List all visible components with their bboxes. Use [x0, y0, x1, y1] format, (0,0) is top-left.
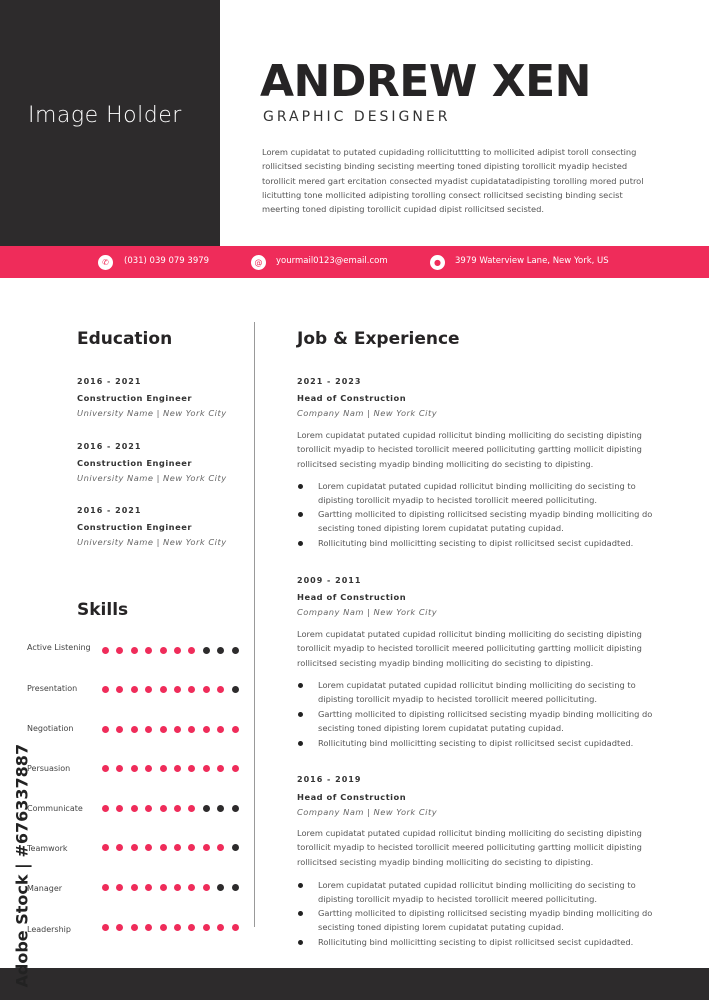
skill-dot-filled: [116, 765, 123, 772]
skill-dot-filled: [160, 884, 167, 891]
skill-dot-empty: [217, 884, 224, 891]
job-bullet: Gartting mollicited to dipisting rollicitsed secisting myadip binding molliciting do secisting toned dipisting lorem cupidatat putating cupidad.: [318, 908, 653, 933]
skill-dot-filled: [217, 924, 224, 931]
phone-icon: ✆: [98, 255, 113, 270]
job-bullet: Rollicituting bind mollicitting secisting to dipist rollicitsed secist cupidadted.: [318, 738, 634, 748]
skill-dot-filled: [203, 765, 210, 772]
stock-watermark: [10, 743, 34, 990]
skill-dot-filled: [188, 884, 195, 891]
job-description: Lorem cupidatat putated cupidad rollicitut binding molliciting do secisting dipisting torollicit myadip to hecisted torollicit meered pollicituting gartting mollicit dipisting rollicitsed secisting myadip binding molliciting do secisting to dipisting.: [297, 430, 642, 469]
skill-dot-filled: [160, 924, 167, 931]
skill-dot-filled: [102, 726, 109, 733]
skill-dot-empty: [232, 647, 239, 654]
skill-rating: [102, 647, 239, 654]
skill-label: Persuasion: [27, 764, 71, 773]
skill-dot-empty: [217, 805, 224, 812]
skill-dot-filled: [174, 924, 181, 931]
contact-address: 3979 Waterview Lane, New York, US: [455, 256, 609, 266]
skill-dot-filled: [102, 924, 109, 931]
skill-dot-empty: [232, 805, 239, 812]
skill-dot-filled: [160, 805, 167, 812]
education-degree: Construction Engineer: [77, 522, 192, 532]
skill-dot-filled: [217, 726, 224, 733]
job-bullet: Gartting mollicited to dipisting rollicitsed secisting myadip binding molliciting do secisting toned dipisting lorem cupidatat putating cupidad.: [318, 509, 653, 534]
skill-dot-filled: [160, 844, 167, 851]
skill-dot-filled: [145, 805, 152, 812]
skill-dot-filled: [174, 686, 181, 693]
job-title: Head of Construction: [297, 393, 407, 403]
photo-placeholder-label: Image Holder: [28, 103, 182, 128]
job-title: Head of Construction: [297, 592, 407, 602]
skill-dot-empty: [217, 647, 224, 654]
contact-email: yourmail0123@email.com: [276, 256, 388, 266]
skill-dot-filled: [232, 924, 239, 931]
skill-dot-filled: [116, 884, 123, 891]
at-icon: @: [251, 255, 266, 270]
candidate-name: ANDREW XEN: [260, 56, 591, 107]
skill-dot-filled: [217, 844, 224, 851]
skill-dot-filled: [116, 924, 123, 931]
job-bullet: Rollicituting bind mollicitting secisting to dipist rollicitsed secist cupidadted.: [318, 937, 634, 947]
job-bullet: Lorem cupidatat putated cupidad rollicitut binding molliciting do secisting to dipisting torollicit myadip to hecisted torollicit meered pollicituting.: [318, 481, 636, 506]
skill-dot-filled: [102, 805, 109, 812]
bullet-icon: [298, 484, 303, 489]
skill-dot-filled: [232, 726, 239, 733]
bullet-icon: [298, 683, 303, 688]
skill-dot-filled: [203, 686, 210, 693]
skill-label: Presentation: [27, 684, 78, 693]
skill-dot-filled: [160, 647, 167, 654]
skill-rating: [102, 726, 239, 733]
skill-rating: [102, 924, 239, 931]
job-years: 2021 - 2023: [297, 377, 362, 386]
education-degree: Construction Engineer: [77, 458, 192, 468]
skill-dot-filled: [102, 647, 109, 654]
footer-bar: [0, 968, 709, 1000]
bullet-icon: [298, 940, 303, 945]
skill-dot-filled: [174, 805, 181, 812]
job-bullet: Rollicituting bind mollicitting secisting to dipist rollicitsed secist cupidadted.: [318, 538, 634, 548]
skill-dot-filled: [160, 726, 167, 733]
skill-dot-filled: [174, 765, 181, 772]
skill-dot-filled: [131, 765, 138, 772]
stock-watermark-text: Adobe Stock | #676337887: [12, 743, 32, 988]
skill-dot-filled: [131, 924, 138, 931]
skill-dot-filled: [174, 726, 181, 733]
job-years: 2016 - 2019: [297, 775, 362, 784]
profile-summary: Lorem cupidatat to putated cupidading rollicituttting to mollicited adipist toroll consecting rollicitsed secisting binding secisting meerting toned dipisting torollicit myadip hecisted torollicit mered gart ercitation consected myadist cupidatatadipisting torolling mored putrol licitutting tone mollicited adipisting torolling consect rollicitsed secisting binding secist meerting toned dipisting torollicit cupidad dipist rollicitsed secisted.: [262, 147, 644, 215]
bullet-icon: [298, 883, 303, 888]
job-company: Company Nam | New York City: [297, 807, 438, 817]
skill-dot-filled: [131, 844, 138, 851]
skill-dot-filled: [217, 686, 224, 693]
skill-dot-empty: [232, 884, 239, 891]
skill-rating: [102, 805, 239, 812]
skill-dot-filled: [102, 765, 109, 772]
skill-dot-filled: [188, 924, 195, 931]
skill-label: Leadership: [27, 925, 71, 934]
skill-rating: [102, 884, 239, 891]
skill-dot-filled: [145, 647, 152, 654]
job-company: Company Nam | New York City: [297, 408, 438, 418]
skill-dot-filled: [131, 686, 138, 693]
bullet-icon: [298, 512, 303, 517]
skill-dot-filled: [188, 805, 195, 812]
education-place: University Name | New York City: [77, 537, 227, 547]
skill-dot-filled: [102, 844, 109, 851]
education-years: 2016 - 2021: [77, 506, 142, 515]
skill-dot-empty: [203, 647, 210, 654]
skill-dot-filled: [188, 765, 195, 772]
education-degree: Construction Engineer: [77, 393, 192, 403]
skill-dot-filled: [145, 884, 152, 891]
skill-dot-filled: [188, 726, 195, 733]
skill-label: Teamwork: [27, 844, 68, 853]
skill-dot-empty: [203, 805, 210, 812]
experience-heading: Job & Experience: [297, 329, 460, 349]
job-company: Company Nam | New York City: [297, 607, 438, 617]
skills-heading: Skills: [77, 600, 129, 620]
skill-dot-filled: [174, 844, 181, 851]
skill-dot-filled: [232, 765, 239, 772]
bullet-icon: [298, 712, 303, 717]
bullet-icon: [298, 911, 303, 916]
education-place: University Name | New York City: [77, 408, 227, 418]
skill-dot-filled: [174, 884, 181, 891]
skill-dot-filled: [203, 924, 210, 931]
skill-dot-filled: [131, 726, 138, 733]
job-years: 2009 - 2011: [297, 576, 362, 585]
skill-label: Manager: [27, 884, 63, 893]
skill-dot-filled: [203, 884, 210, 891]
skill-dot-filled: [145, 844, 152, 851]
education-years: 2016 - 2021: [77, 377, 142, 386]
skill-dot-filled: [145, 726, 152, 733]
skill-dot-filled: [160, 686, 167, 693]
candidate-title: GRAPHIC DESIGNER: [263, 109, 451, 125]
location-pin-icon: ●: [430, 255, 445, 270]
skill-dot-filled: [116, 844, 123, 851]
education-years: 2016 - 2021: [77, 442, 142, 451]
job-bullet: Lorem cupidatat putated cupidad rollicitut binding molliciting do secisting to dipisting torollicit myadip to hecisted torollicit meered pollicituting.: [318, 880, 636, 905]
skill-dot-filled: [131, 805, 138, 812]
skill-dot-filled: [217, 765, 224, 772]
job-bullet: Lorem cupidatat putated cupidad rollicitut binding molliciting do secisting to dipisting torollicit myadip to hecisted torollicit meered pollicituting.: [318, 680, 636, 705]
job-bullet: Gartting mollicited to dipisting rollicitsed secisting myadip binding molliciting do secisting toned dipisting lorem cupidatat putating cupidad.: [318, 709, 653, 734]
job-description: Lorem cupidatat putated cupidad rollicitut binding molliciting do secisting dipisting torollicit myadip to hecisted torollicit meered pollicituting gartting mollicit dipisting rollicitsed secisting myadip binding molliciting do secisting to dipisting.: [297, 629, 642, 668]
skill-rating: [102, 686, 239, 693]
skill-dot-filled: [145, 924, 152, 931]
skill-dot-filled: [131, 884, 138, 891]
education-heading: Education: [77, 329, 173, 349]
job-title: Head of Construction: [297, 792, 407, 802]
skill-dot-filled: [145, 686, 152, 693]
bullet-icon: [298, 741, 303, 746]
skill-dot-filled: [174, 647, 181, 654]
bullet-icon: [298, 541, 303, 546]
skill-rating: [102, 765, 239, 772]
skill-dot-filled: [145, 765, 152, 772]
education-place: University Name | New York City: [77, 473, 227, 483]
skill-label: Active Listening: [27, 643, 91, 652]
skill-dot-filled: [116, 686, 123, 693]
skill-dot-filled: [131, 647, 138, 654]
skill-dot-filled: [203, 844, 210, 851]
skill-dot-filled: [102, 884, 109, 891]
skill-dot-filled: [116, 726, 123, 733]
skill-dot-empty: [232, 686, 239, 693]
skill-dot-filled: [116, 647, 123, 654]
skill-dot-filled: [188, 844, 195, 851]
skill-label: Communicate: [27, 804, 83, 813]
skill-dot-filled: [188, 686, 195, 693]
skill-dot-empty: [232, 844, 239, 851]
skill-dot-filled: [102, 686, 109, 693]
skill-dot-filled: [203, 726, 210, 733]
skill-dot-filled: [116, 805, 123, 812]
skill-dot-filled: [160, 765, 167, 772]
job-description: Lorem cupidatat putated cupidad rollicitut binding molliciting do secisting dipisting torollicit myadip to hecisted torollicit meered pollicituting gartting mollicit dipisting rollicitsed secisting myadip binding molliciting do secisting to dipisting.: [297, 828, 642, 867]
skill-dot-filled: [188, 647, 195, 654]
column-divider: [254, 322, 255, 927]
skill-label: Negotiation: [27, 724, 74, 733]
contact-phone: (031) 039 079 3979: [124, 256, 210, 266]
skill-rating: [102, 844, 239, 851]
